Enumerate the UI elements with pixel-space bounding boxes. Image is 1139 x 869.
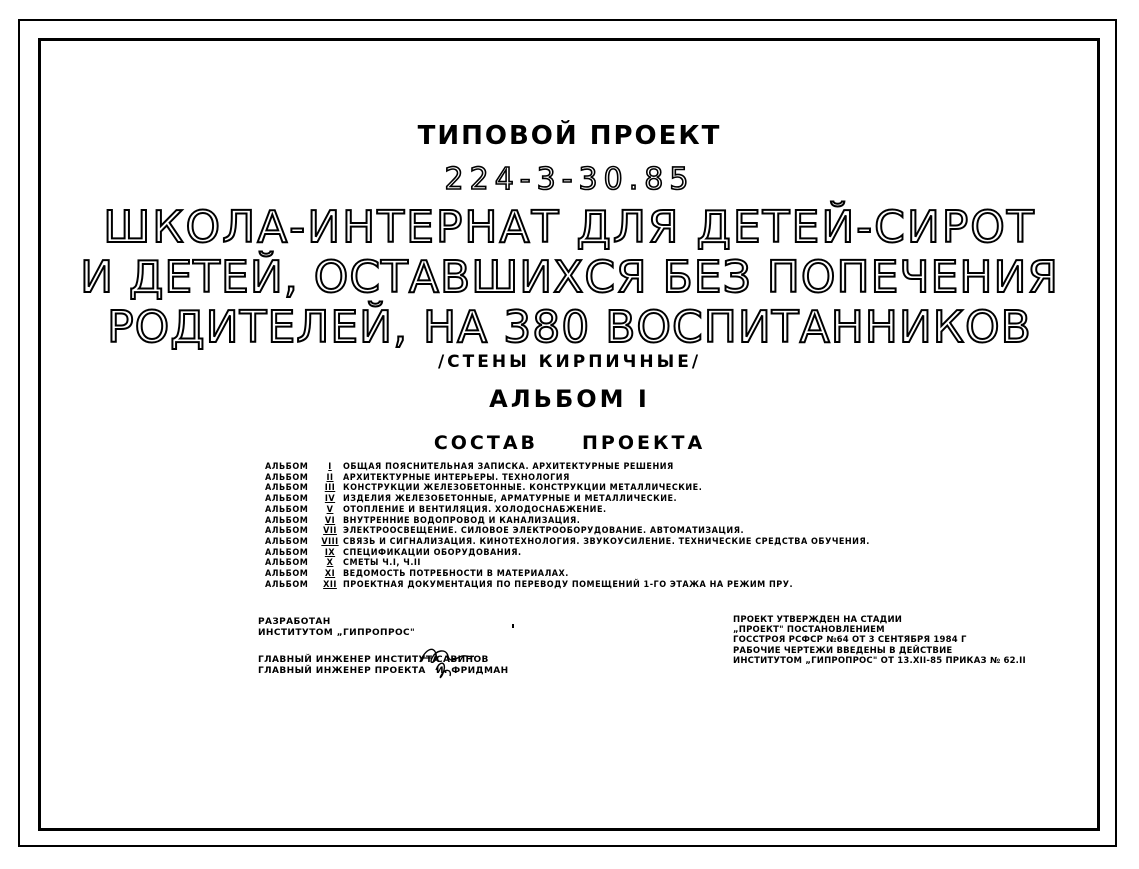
album-description: ОТОПЛЕНИЕ И ВЕНТИЛЯЦИЯ. ХОЛОДОСНАБЖЕНИЕ. [343, 504, 607, 515]
signature-role: ГЛАВНЫЙ ИНЖЕНЕР ИНСТИТУТА [258, 655, 440, 665]
project-title-line-2: И ДЕТЕЙ, ОСТАВШИХСЯ БЕЗ ПОПЕЧЕНИЯ [80, 252, 1059, 303]
album-label: АЛЬБОМ [265, 515, 309, 526]
composition-heading-word-2: ПРОЕКТА [582, 432, 706, 454]
project-type-heading: ТИПОВОЙ ПРОЕКТ [417, 121, 722, 151]
album-row [265, 580, 870, 591]
album-roman: III [324, 483, 336, 494]
album-label: АЛЬБОМ [265, 569, 309, 580]
album-row [265, 494, 870, 505]
album-label: АЛЬБОМ [265, 504, 309, 515]
album-label: АЛЬБОМ [265, 558, 309, 569]
album-description: СВЯЗЬ И СИГНАЛИЗАЦИЯ. КИНОТЕХНОЛОГИЯ. ЗВУКОУСИЛЕНИЕ. ТЕХНИЧЕСКИЕ СРЕДСТВА ОБУЧЕНИЯ. [343, 536, 870, 547]
album-roman: V [326, 504, 334, 515]
album-label: АЛЬБОМ [265, 579, 309, 590]
album-heading: АЛЬБОМ I [489, 385, 650, 413]
composition-heading [0, 432, 1139, 454]
project-number: 224-3-30.85 [444, 162, 695, 197]
album-description: АРХИТЕКТУРНЫЕ ИНТЕРЬЕРЫ. ТЕХНОЛОГИЯ [343, 472, 570, 483]
album-label: АЛЬБОМ [265, 483, 309, 494]
album-label: АЛЬБОМ [265, 526, 309, 537]
album-row [265, 473, 870, 484]
album-roman: VIII [321, 536, 339, 547]
signature-row [258, 666, 509, 677]
album-label: АЛЬБОМ [265, 462, 309, 472]
album-description: СПЕЦИФИКАЦИИ ОБОРУДОВАНИЯ. [343, 547, 522, 558]
album-roman: XII [323, 579, 337, 590]
developer-line-1: РАЗРАБОТАН [258, 617, 331, 627]
album-row [265, 516, 870, 527]
album-roman: II [326, 472, 334, 483]
signatures-block [258, 655, 509, 677]
album-roman: VII [323, 526, 337, 537]
album-description: СМЕТЫ Ч.I, Ч.II [343, 558, 421, 569]
developer-line-2: ИНСТИТУТОМ „ГИПРОПРОС" [258, 628, 416, 638]
stray-mark [512, 624, 514, 628]
album-row [265, 548, 870, 559]
album-roman: IX [324, 547, 336, 558]
album-row [265, 537, 870, 548]
walls-subtitle: /СТЕНЫ КИРПИЧНЫЕ/ [437, 352, 702, 372]
approval-line-1: ПРОЕКТ УТВЕРЖДЕН НА СТАДИИ [733, 615, 903, 625]
album-label: АЛЬБОМ [265, 472, 309, 483]
approval-line-5: ИНСТИТУТОМ „ГИПРОПРОС" ОТ 13.XII-85 ПРИКАЗ № 62.II [733, 655, 1026, 666]
developer-block [258, 617, 415, 639]
album-label: АЛЬБОМ [265, 547, 309, 558]
album-roman: XI [324, 569, 336, 580]
album-row [265, 505, 870, 516]
album-list [265, 462, 870, 590]
album-row [265, 558, 870, 569]
album-description: ИЗДЕЛИЯ ЖЕЛЕЗОБЕТОННЫЕ, АРМАТУРНЫЕ И МЕТАЛЛИЧЕСКИЕ. [343, 494, 678, 505]
signature-name: САВИНОВ [436, 655, 489, 665]
signature-name: И. ФРИДМАН [436, 666, 509, 676]
album-description: ЭЛЕКТРООСВЕЩЕНИЕ. СИЛОВОЕ ЭЛЕКТРООБОРУДОВАНИЕ. АВТОМАТИЗАЦИЯ. [343, 526, 745, 537]
project-title-line-3: РОДИТЕЛЕЙ, НА 380 ВОСПИТАННИКОВ [107, 302, 1032, 353]
album-label: АЛЬБОМ [265, 494, 309, 505]
project-title-line-1: ШКОЛА-ИНТЕРНАТ ДЛЯ ДЕТЕЙ-СИРОТ [103, 202, 1036, 253]
album-row [265, 462, 870, 473]
approval-line-3: ГОССТРОЯ РСФСР №64 ОТ 3 СЕНТЯБРЯ 1984 Г [733, 635, 967, 646]
album-roman: X [326, 558, 334, 569]
album-row [265, 526, 870, 537]
album-description: ВЕДОМОСТЬ ПОТРЕБНОСТИ В МАТЕРИАЛАХ. [343, 569, 569, 580]
album-roman: IV [324, 494, 336, 505]
signature-row [258, 655, 489, 666]
album-description: ОБЩАЯ ПОЯСНИТЕЛЬНАЯ ЗАПИСКА. АРХИТЕКТУРНЫЕ РЕШЕНИЯ [343, 462, 674, 472]
approval-line-2: „ПРОЕКТ" ПОСТАНОВЛЕНИЕМ [733, 625, 885, 636]
album-roman: I [328, 462, 332, 472]
album-description: ПРОЕКТНАЯ ДОКУМЕНТАЦИЯ ПО ПЕРЕВОДУ ПОМЕЩЕНИЙ 1-ГО ЭТАЖА НА РЕЖИМ ПРУ. [343, 579, 794, 590]
album-label: АЛЬБОМ [265, 536, 309, 547]
album-description: ВНУТРЕННИЕ ВОДОПРОВОД И КАНАЛИЗАЦИЯ. [343, 515, 581, 526]
signature-role: ГЛАВНЫЙ ИНЖЕНЕР ПРОЕКТА [258, 666, 426, 676]
album-row [265, 483, 870, 494]
handwritten-signature [416, 640, 478, 684]
approval-line-4: РАБОЧИЕ ЧЕРТЕЖИ ВВЕДЕНЫ В ДЕЙСТВИЕ [733, 645, 953, 656]
album-description: КОНСТРУКЦИИ ЖЕЛЕЗОБЕТОННЫЕ. КОНСТРУКЦИИ МЕТАЛЛИЧЕСКИЕ. [343, 483, 703, 494]
approval-block [733, 615, 1026, 666]
album-roman: VI [324, 515, 336, 526]
album-row [265, 569, 870, 580]
composition-heading-word-1: СОСТАВ [433, 432, 539, 454]
